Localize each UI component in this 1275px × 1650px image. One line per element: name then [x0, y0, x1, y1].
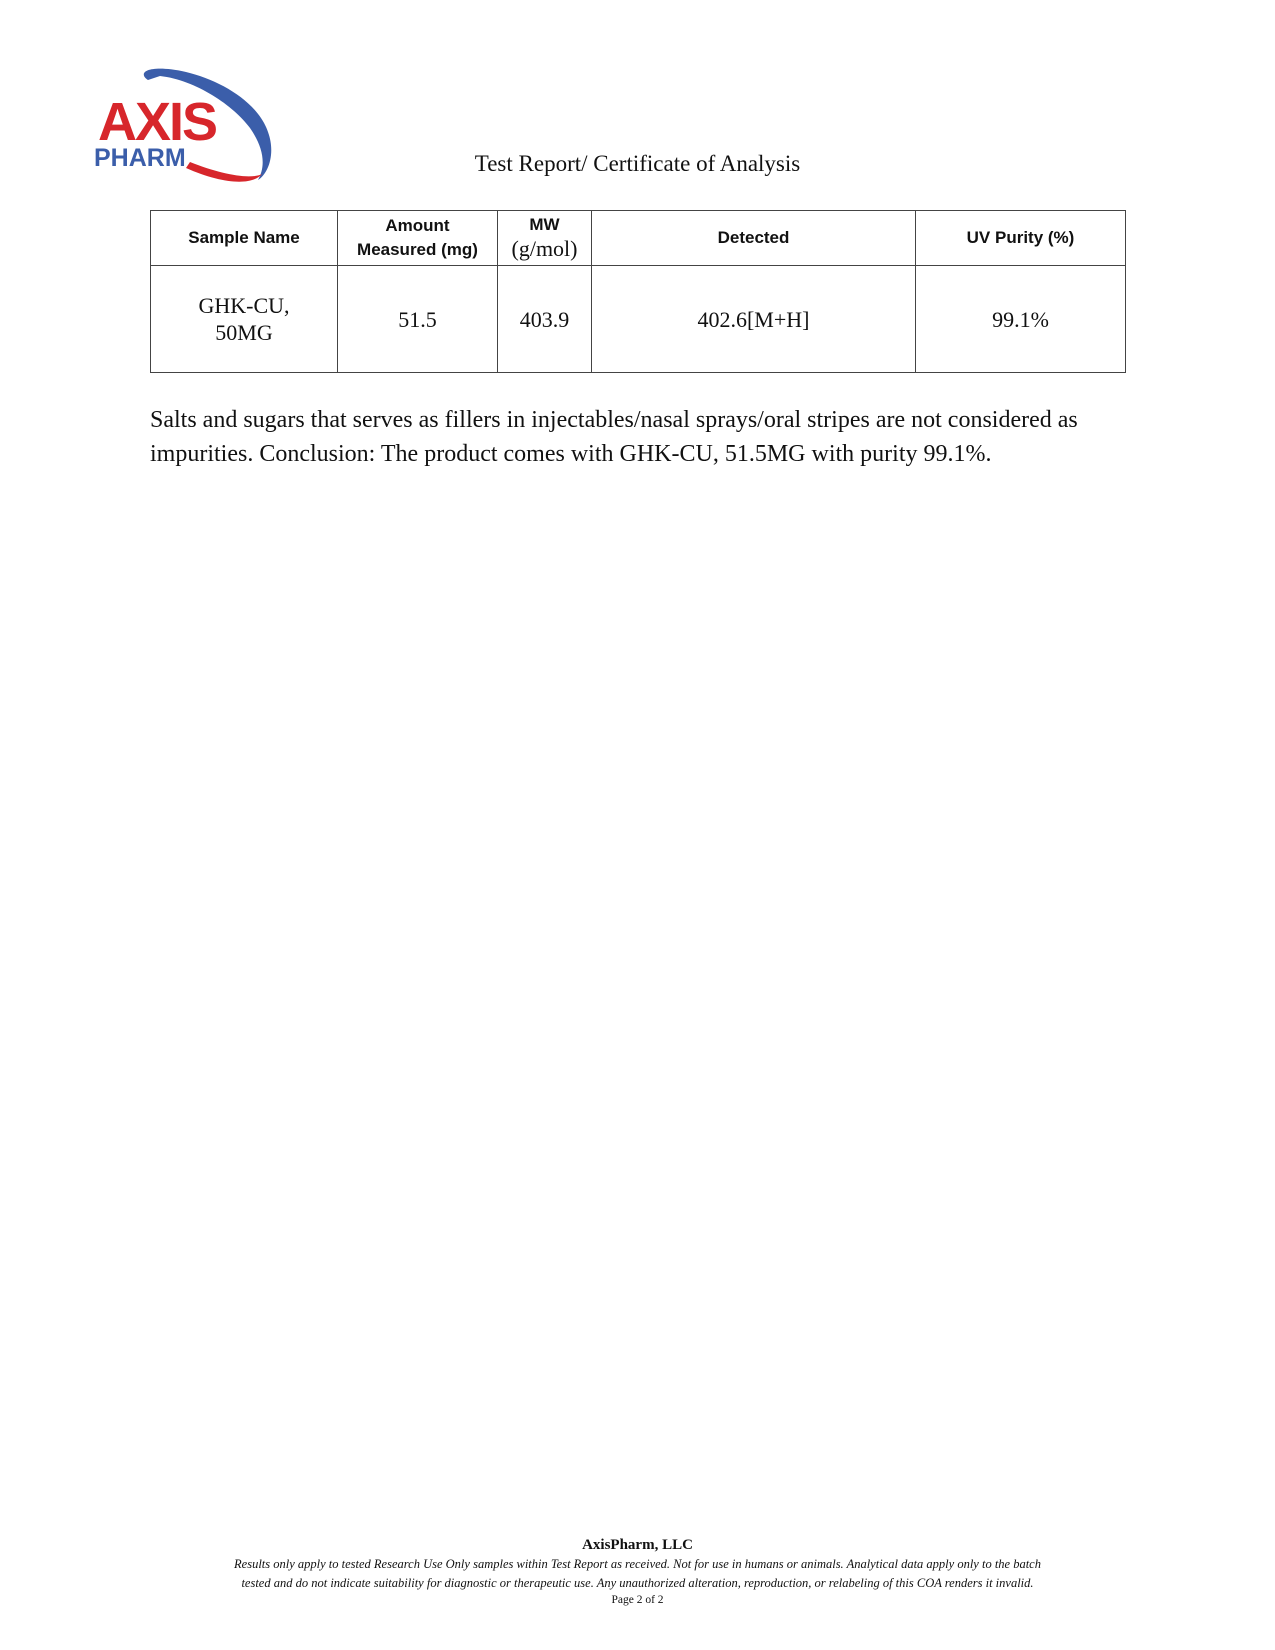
- page-number: Page 2 of 2: [611, 1594, 664, 1606]
- header-mw-line1: MW: [529, 215, 560, 234]
- header-uv-purity: UV Purity (%): [916, 211, 1126, 266]
- logo-swoosh-red: [186, 162, 262, 182]
- footer-disclaimer-line1: Results only apply to tested Research Use Only samples within Test Report as received. Not for use in humans or animals. Analytical data apply only to the batch: [234, 1557, 1041, 1571]
- header-mw-line2: (g/mol): [511, 236, 578, 261]
- cell-sample-line1: GHK-CU,: [198, 293, 290, 318]
- page-footer: [100, 1536, 1175, 1608]
- cell-mw: 403.9: [498, 266, 592, 373]
- header-mw: [498, 211, 592, 266]
- logo-wordmark-axis: AXIS: [98, 92, 217, 152]
- header-amount-measured: [338, 211, 498, 266]
- header-sample-name: Sample Name: [151, 211, 338, 266]
- conclusion-paragraph: Salts and sugars that serves as fillers in injectables/nasal sprays/oral stripes are not considered as impurities. Conclusion: The product comes with GHK-CU, 51.5MG with purity 99.1%.: [150, 407, 1078, 467]
- cell-sample-name: [151, 266, 338, 373]
- footer-company: AxisPharm, LLC: [582, 1537, 693, 1553]
- axispharm-logo: [90, 62, 280, 187]
- footer-disclaimer-line2: tested and do not indicate suitability for diagnostic or therapeutic use. Any unauthorized alteration, reproduction, or relabeling of this COA renders it invalid.: [241, 1576, 1034, 1590]
- cell-detected: 402.6[M+H]: [592, 266, 916, 373]
- logo-wordmark-pharm: PHARM: [94, 144, 186, 172]
- header-amount-line1: Amount: [385, 216, 450, 235]
- table-header-row: [151, 211, 1126, 266]
- cell-amount: 51.5: [338, 266, 498, 373]
- analysis-results-table: [150, 210, 1126, 373]
- header-detected: Detected: [592, 211, 916, 266]
- document-title: Test Report/ Certificate of Analysis: [474, 151, 801, 176]
- cell-uv-purity: 99.1%: [916, 266, 1126, 373]
- table-row: [151, 266, 1126, 373]
- cell-sample-line2: 50MG: [215, 320, 273, 345]
- header-amount-line2: Measured (mg): [357, 240, 478, 259]
